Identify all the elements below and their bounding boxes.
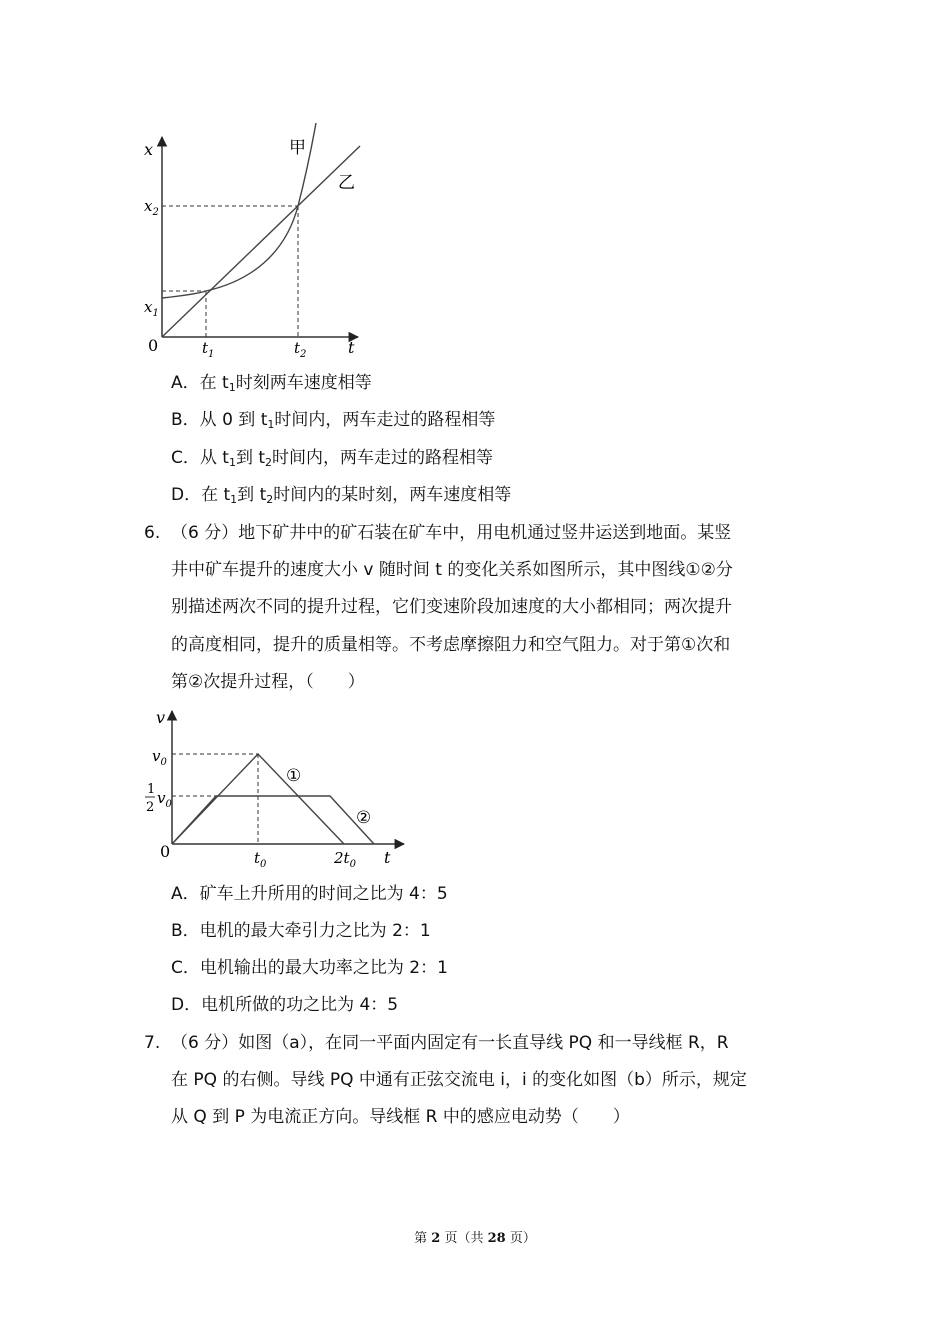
q6-option-a[interactable]: A．矿车上升所用的时间之比为 4：5 [171,884,448,904]
q7-text-line: 从 Q 到 P 为电流正方向。导线框 R 中的感应电动势（ ） [171,1107,630,1127]
q5-option-d[interactable]: D．在 $t_1$到 $t_2$时间内的某时刻，两车速度相等 [171,485,512,506]
tick-t1: $t_1$ [202,339,215,360]
q6-vt-graph [138,705,408,875]
tick-half-v0: $v_0$ [157,789,172,810]
line-yi [162,146,360,337]
q5-option-b[interactable]: B．从 0 到 $t_1$时间内，两车走过的路程相等 [171,410,496,431]
tick-t2: $t_2$ [294,339,307,360]
label-jia: 甲 [289,138,306,158]
origin-label: 0 [160,842,171,861]
q7-number: 7. [144,1033,161,1053]
x-axis-label: t [348,338,355,357]
q6-text-line: 别描述两次不同的提升过程，它们变速阶段加速度的大小都相同；两次提升 [171,597,732,617]
q6-text-line: 的高度相同，提升的质量相等。不考虑摩擦阻力和空气阻力。对于第①次和 [171,635,731,655]
y-axis-label: x [144,140,154,159]
x-axis-label: t [384,848,391,867]
tick-v0: $v_0$ [152,747,167,768]
tick-t0: $t_0$ [254,849,267,870]
q6-option-b[interactable]: B．电机的最大牵引力之比为 2：1 [171,921,431,941]
q6-text-line: （6 分）地下矿井中的矿石装在矿车中，用电机通过竖井运送到地面。某竖 [171,523,732,543]
q5-xt-graph [130,115,370,365]
q6-number: 6. [144,523,161,543]
tick-half-den: 2 [146,800,155,815]
q7-text-line: （6 分）如图（a），在同一平面内固定有一长直导线 PQ 和一导线框 R，R [171,1033,729,1053]
tick-x1: $x_1$ [144,298,159,319]
y-axis-label: v [156,708,166,727]
tick-x2: $x_2$ [144,197,159,218]
curve-1-label: ① [286,766,302,786]
q6-text-line: 第②次提升过程，（ ） [171,672,365,692]
tick-half-num: 1 [147,782,156,797]
q7-text-line: 在 PQ 的右侧。导线 PQ 中通有正弦交流电 i，i 的变化如图（b）所示，规定 [171,1070,747,1090]
q5-option-a[interactable]: A．在 $t_1$时刻两车速度相等 [171,373,372,394]
page-footer: 第 2 页（共 28 页） [414,1231,536,1246]
q6-option-d[interactable]: D．电机所做的功之比为 4：5 [171,995,399,1015]
curve-2-label: ② [356,808,372,828]
q6-option-c[interactable]: C．电机输出的最大功率之比为 2：1 [171,958,448,978]
q6-text-line: 井中矿车提升的速度大小 v 随时间 t 的变化关系如图所示，其中图线①②分 [171,560,733,580]
curve-2 [172,796,374,844]
tick-2t0: $2t_0$ [334,849,356,870]
origin-label: 0 [148,336,159,355]
q5-option-c[interactable]: C．从 $t_1$到 $t_2$时间内，两车走过的路程相等 [171,448,494,469]
label-yi: 乙 [338,173,355,193]
